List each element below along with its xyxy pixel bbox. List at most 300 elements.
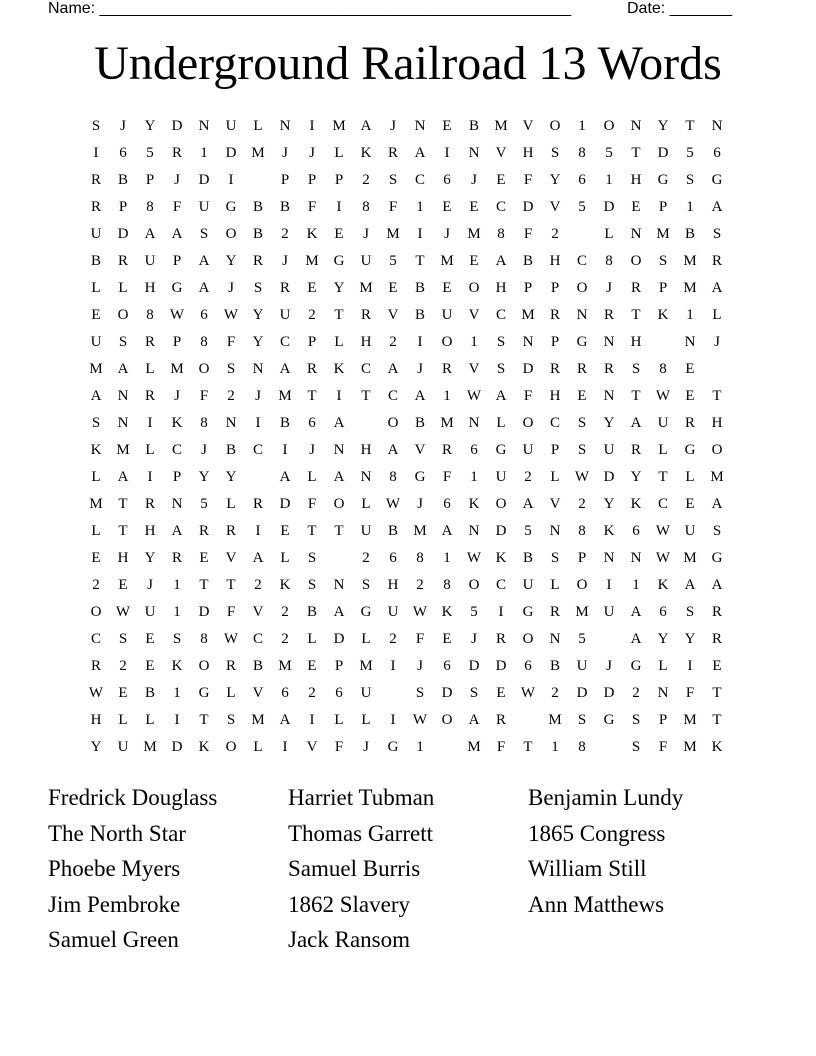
grid-letter[interactable]: 2 bbox=[227, 388, 235, 404]
grid-letter[interactable]: W bbox=[223, 307, 239, 323]
grid-letter[interactable]: I bbox=[390, 712, 396, 728]
grid-letter[interactable]: 6 bbox=[200, 307, 208, 323]
grid-letter[interactable]: R bbox=[252, 496, 263, 512]
grid-letter[interactable]: P bbox=[307, 334, 317, 350]
grid-letter[interactable]: O bbox=[711, 442, 723, 458]
grid-letter[interactable]: W bbox=[88, 685, 104, 701]
grid-letter[interactable]: 8 bbox=[578, 145, 586, 161]
grid-letter[interactable]: D bbox=[495, 523, 507, 539]
grid-letter[interactable]: 2 bbox=[308, 307, 316, 323]
grid-letter[interactable]: R bbox=[711, 631, 722, 647]
grid-letter[interactable]: I bbox=[606, 577, 612, 593]
grid-letter[interactable]: O bbox=[522, 631, 534, 647]
grid-letter[interactable]: J bbox=[228, 280, 234, 296]
grid-letter[interactable]: D bbox=[171, 739, 183, 755]
grid-letter[interactable]: 1 bbox=[578, 118, 586, 134]
grid-letter[interactable]: P bbox=[658, 199, 668, 215]
grid-letter[interactable]: D bbox=[603, 685, 615, 701]
grid-letter[interactable]: T bbox=[226, 577, 236, 593]
grid-letter[interactable]: B bbox=[225, 442, 236, 458]
grid-letter[interactable]: 8 bbox=[146, 199, 154, 215]
grid-letter[interactable]: 8 bbox=[200, 631, 208, 647]
grid-letter[interactable]: F bbox=[658, 739, 668, 755]
grid-letter[interactable]: U bbox=[90, 334, 102, 350]
grid-letter[interactable]: 6 bbox=[308, 415, 316, 431]
grid-letter[interactable]: A bbox=[279, 469, 291, 485]
grid-letter[interactable]: B bbox=[684, 226, 695, 242]
grid-letter[interactable]: J bbox=[174, 388, 180, 404]
grid-letter[interactable]: J bbox=[714, 334, 720, 350]
grid-letter[interactable]: E bbox=[91, 550, 101, 566]
grid-letter[interactable]: I bbox=[417, 226, 423, 242]
grid-letter[interactable]: E bbox=[442, 118, 452, 134]
grid-letter[interactable]: 8 bbox=[605, 253, 613, 269]
grid-letter[interactable]: A bbox=[333, 415, 345, 431]
grid-letter[interactable]: N bbox=[603, 334, 615, 350]
grid-letter[interactable]: A bbox=[630, 415, 642, 431]
grid-letter[interactable]: H bbox=[90, 712, 102, 728]
grid-letter[interactable]: J bbox=[174, 172, 180, 188]
grid-letter[interactable]: B bbox=[279, 415, 290, 431]
grid-letter[interactable]: A bbox=[711, 496, 723, 512]
grid-letter[interactable]: E bbox=[199, 550, 209, 566]
grid-letter[interactable]: D bbox=[171, 118, 183, 134]
grid-letter[interactable]: N bbox=[279, 118, 291, 134]
grid-letter[interactable]: F bbox=[388, 199, 398, 215]
grid-letter[interactable]: N bbox=[333, 577, 345, 593]
grid-letter[interactable]: 2 bbox=[416, 577, 424, 593]
grid-letter[interactable]: K bbox=[711, 739, 723, 755]
grid-letter[interactable]: 1 bbox=[416, 199, 424, 215]
grid-letter[interactable]: G bbox=[522, 604, 534, 620]
grid-letter[interactable]: K bbox=[171, 415, 183, 431]
grid-letter[interactable]: 5 bbox=[146, 145, 154, 161]
grid-letter[interactable]: V bbox=[306, 739, 318, 755]
grid-letter[interactable]: D bbox=[333, 631, 345, 647]
grid-letter[interactable]: E bbox=[91, 307, 101, 323]
grid-letter[interactable]: J bbox=[255, 388, 261, 404]
grid-letter[interactable]: G bbox=[198, 685, 210, 701]
grid-letter[interactable]: 5 bbox=[578, 199, 586, 215]
grid-letter[interactable]: R bbox=[198, 523, 209, 539]
grid-letter[interactable]: I bbox=[444, 145, 450, 161]
grid-letter[interactable]: N bbox=[603, 550, 615, 566]
grid-letter[interactable]: 6 bbox=[470, 442, 478, 458]
grid-letter[interactable]: 1 bbox=[443, 388, 451, 404]
grid-letter[interactable]: A bbox=[711, 577, 723, 593]
grid-letter[interactable]: 2 bbox=[92, 577, 100, 593]
grid-letter[interactable]: M bbox=[440, 253, 454, 269]
grid-letter[interactable]: R bbox=[144, 334, 155, 350]
grid-letter[interactable]: C bbox=[549, 415, 560, 431]
grid-letter[interactable]: S bbox=[496, 361, 506, 377]
grid-letter[interactable]: 1 bbox=[686, 307, 694, 323]
grid-letter[interactable]: W bbox=[655, 550, 671, 566]
grid-letter[interactable]: J bbox=[471, 172, 477, 188]
grid-letter[interactable]: D bbox=[495, 658, 507, 674]
grid-letter[interactable]: E bbox=[712, 658, 722, 674]
grid-letter[interactable]: F bbox=[496, 739, 506, 755]
grid-letter[interactable]: L bbox=[685, 469, 695, 485]
grid-letter[interactable]: O bbox=[225, 739, 237, 755]
grid-letter[interactable]: M bbox=[683, 253, 697, 269]
grid-letter[interactable]: E bbox=[118, 685, 128, 701]
grid-letter[interactable]: L bbox=[361, 631, 371, 647]
grid-letter[interactable]: W bbox=[223, 631, 239, 647]
grid-letter[interactable]: B bbox=[117, 172, 128, 188]
grid-letter[interactable]: U bbox=[684, 523, 696, 539]
grid-letter[interactable]: F bbox=[442, 469, 452, 485]
grid-letter[interactable]: I bbox=[390, 658, 396, 674]
grid-letter[interactable]: A bbox=[630, 604, 642, 620]
grid-letter[interactable]: F bbox=[523, 226, 533, 242]
grid-letter[interactable]: K bbox=[657, 577, 669, 593]
grid-letter[interactable]: 6 bbox=[632, 523, 640, 539]
grid-letter[interactable]: J bbox=[201, 442, 207, 458]
grid-letter[interactable]: C bbox=[90, 631, 101, 647]
grid-letter[interactable]: A bbox=[414, 388, 426, 404]
grid-letter[interactable]: S bbox=[388, 172, 398, 188]
grid-letter[interactable]: N bbox=[630, 226, 642, 242]
grid-letter[interactable]: O bbox=[468, 280, 480, 296]
grid-letter[interactable]: R bbox=[711, 253, 722, 269]
grid-letter[interactable]: H bbox=[522, 145, 534, 161]
grid-letter[interactable]: M bbox=[467, 226, 481, 242]
grid-letter[interactable]: W bbox=[520, 685, 536, 701]
grid-letter[interactable]: B bbox=[414, 307, 425, 323]
grid-letter[interactable]: R bbox=[279, 280, 290, 296]
grid-letter[interactable]: E bbox=[388, 280, 398, 296]
grid-letter[interactable]: 6 bbox=[119, 145, 127, 161]
grid-letter[interactable]: S bbox=[631, 739, 641, 755]
grid-letter[interactable]: N bbox=[468, 145, 480, 161]
grid-letter[interactable]: M bbox=[440, 415, 454, 431]
grid-letter[interactable]: L bbox=[226, 496, 236, 512]
grid-letter[interactable]: W bbox=[385, 496, 401, 512]
grid-letter[interactable]: 2 bbox=[281, 226, 289, 242]
grid-letter[interactable]: A bbox=[630, 631, 642, 647]
grid-letter[interactable]: H bbox=[711, 415, 723, 431]
grid-letter[interactable]: L bbox=[253, 118, 263, 134]
grid-letter[interactable]: U bbox=[144, 253, 156, 269]
grid-letter[interactable]: W bbox=[574, 469, 590, 485]
grid-letter[interactable]: A bbox=[414, 145, 426, 161]
grid-letter[interactable]: L bbox=[280, 550, 290, 566]
grid-letter[interactable]: N bbox=[684, 334, 696, 350]
grid-letter[interactable]: B bbox=[468, 118, 479, 134]
grid-letter[interactable]: E bbox=[685, 388, 695, 404]
grid-letter[interactable]: V bbox=[468, 307, 480, 323]
grid-letter[interactable]: L bbox=[91, 280, 101, 296]
grid-letter[interactable]: M bbox=[710, 469, 724, 485]
grid-letter[interactable]: O bbox=[117, 307, 129, 323]
grid-letter[interactable]: T bbox=[631, 388, 641, 404]
grid-letter[interactable]: D bbox=[576, 685, 588, 701]
grid-letter[interactable]: S bbox=[307, 577, 317, 593]
grid-letter[interactable]: T bbox=[307, 523, 317, 539]
grid-letter[interactable]: P bbox=[658, 712, 668, 728]
grid-letter[interactable]: N bbox=[414, 118, 426, 134]
grid-letter[interactable]: I bbox=[282, 739, 288, 755]
grid-letter[interactable]: 8 bbox=[389, 469, 397, 485]
grid-letter[interactable]: Y bbox=[90, 739, 102, 755]
grid-letter[interactable]: H bbox=[117, 550, 129, 566]
grid-letter[interactable]: U bbox=[360, 685, 372, 701]
grid-letter[interactable]: M bbox=[89, 361, 103, 377]
grid-letter[interactable]: B bbox=[90, 253, 101, 269]
grid-letter[interactable]: H bbox=[549, 253, 561, 269]
grid-letter[interactable]: D bbox=[198, 604, 210, 620]
grid-letter[interactable]: K bbox=[468, 496, 480, 512]
grid-letter[interactable]: R bbox=[495, 631, 506, 647]
grid-letter[interactable]: J bbox=[606, 280, 612, 296]
grid-letter[interactable]: C bbox=[414, 172, 425, 188]
grid-letter[interactable]: D bbox=[522, 199, 534, 215]
grid-letter[interactable]: K bbox=[306, 226, 318, 242]
grid-letter[interactable]: A bbox=[387, 442, 399, 458]
grid-letter[interactable]: 5 bbox=[524, 523, 532, 539]
grid-letter[interactable]: 2 bbox=[551, 685, 559, 701]
grid-letter[interactable]: I bbox=[309, 712, 315, 728]
grid-letter[interactable]: I bbox=[228, 172, 234, 188]
grid-letter[interactable]: M bbox=[467, 739, 481, 755]
grid-letter[interactable]: S bbox=[685, 172, 695, 188]
grid-letter[interactable]: L bbox=[253, 739, 263, 755]
grid-letter[interactable]: N bbox=[468, 415, 480, 431]
grid-letter[interactable]: L bbox=[361, 496, 371, 512]
grid-letter[interactable]: R bbox=[441, 361, 452, 377]
grid-letter[interactable]: F bbox=[523, 172, 533, 188]
grid-letter[interactable]: S bbox=[415, 685, 425, 701]
grid-letter[interactable]: 8 bbox=[578, 523, 586, 539]
grid-letter[interactable]: W bbox=[466, 550, 482, 566]
grid-letter[interactable]: V bbox=[549, 496, 561, 512]
grid-letter[interactable]: L bbox=[145, 712, 155, 728]
grid-letter[interactable]: R bbox=[306, 361, 317, 377]
grid-letter[interactable]: J bbox=[120, 118, 126, 134]
grid-letter[interactable]: E bbox=[307, 280, 317, 296]
grid-letter[interactable]: A bbox=[171, 226, 183, 242]
grid-letter[interactable]: R bbox=[225, 523, 236, 539]
grid-letter[interactable]: O bbox=[387, 415, 399, 431]
grid-letter[interactable]: J bbox=[417, 496, 423, 512]
grid-letter[interactable]: E bbox=[118, 577, 128, 593]
grid-letter[interactable]: B bbox=[306, 604, 317, 620]
grid-letter[interactable]: Y bbox=[225, 253, 237, 269]
grid-letter[interactable]: N bbox=[117, 388, 129, 404]
grid-letter[interactable]: C bbox=[576, 253, 587, 269]
grid-letter[interactable]: A bbox=[684, 577, 696, 593]
grid-letter[interactable]: M bbox=[656, 226, 670, 242]
grid-letter[interactable]: 5 bbox=[686, 145, 694, 161]
grid-letter[interactable]: O bbox=[225, 226, 237, 242]
grid-letter[interactable]: H bbox=[360, 334, 372, 350]
grid-letter[interactable]: 8 bbox=[362, 199, 370, 215]
grid-letter[interactable]: B bbox=[414, 280, 425, 296]
grid-letter[interactable]: K bbox=[198, 739, 210, 755]
grid-letter[interactable]: G bbox=[333, 253, 345, 269]
grid-letter[interactable]: V bbox=[252, 685, 264, 701]
grid-letter[interactable]: 8 bbox=[416, 550, 424, 566]
grid-letter[interactable]: J bbox=[417, 658, 423, 674]
grid-letter[interactable]: P bbox=[550, 334, 560, 350]
date-field[interactable]: Date: _______ bbox=[627, 0, 732, 17]
grid-letter[interactable]: V bbox=[495, 145, 507, 161]
grid-letter[interactable]: G bbox=[630, 658, 642, 674]
grid-letter[interactable]: R bbox=[711, 604, 722, 620]
grid-letter[interactable]: G bbox=[495, 442, 507, 458]
grid-letter[interactable]: T bbox=[523, 739, 533, 755]
grid-letter[interactable]: I bbox=[147, 469, 153, 485]
grid-letter[interactable]: L bbox=[334, 334, 344, 350]
grid-letter[interactable]: J bbox=[417, 361, 423, 377]
grid-letter[interactable]: P bbox=[307, 172, 317, 188]
grid-letter[interactable]: R bbox=[549, 604, 560, 620]
grid-letter[interactable]: H bbox=[630, 334, 642, 350]
grid-letter[interactable]: B bbox=[252, 199, 263, 215]
grid-letter[interactable]: E bbox=[577, 388, 587, 404]
grid-letter[interactable]: I bbox=[498, 604, 504, 620]
grid-letter[interactable]: 2 bbox=[362, 550, 370, 566]
grid-letter[interactable]: R bbox=[252, 253, 263, 269]
grid-letter[interactable]: Y bbox=[333, 280, 345, 296]
grid-letter[interactable]: G bbox=[171, 280, 183, 296]
grid-letter[interactable]: 5 bbox=[605, 145, 613, 161]
grid-letter[interactable]: I bbox=[255, 523, 261, 539]
grid-letter[interactable]: P bbox=[523, 280, 533, 296]
grid-letter[interactable]: L bbox=[91, 469, 101, 485]
grid-letter[interactable]: 2 bbox=[362, 172, 370, 188]
grid-letter[interactable]: S bbox=[91, 118, 101, 134]
grid-letter[interactable]: S bbox=[253, 280, 263, 296]
grid-letter[interactable]: L bbox=[712, 307, 722, 323]
grid-letter[interactable]: 2 bbox=[578, 496, 586, 512]
grid-letter[interactable]: R bbox=[387, 145, 398, 161]
grid-letter[interactable]: 6 bbox=[659, 604, 667, 620]
grid-letter[interactable]: G bbox=[603, 712, 615, 728]
grid-letter[interactable]: N bbox=[117, 415, 129, 431]
grid-letter[interactable]: T bbox=[199, 577, 209, 593]
grid-letter[interactable]: T bbox=[334, 523, 344, 539]
grid-letter[interactable]: H bbox=[495, 280, 507, 296]
grid-letter[interactable]: M bbox=[575, 604, 589, 620]
grid-letter[interactable]: 6 bbox=[443, 658, 451, 674]
grid-letter[interactable]: M bbox=[683, 712, 697, 728]
grid-letter[interactable]: M bbox=[251, 712, 265, 728]
grid-letter[interactable]: R bbox=[144, 388, 155, 404]
grid-letter[interactable]: V bbox=[225, 550, 237, 566]
grid-letter[interactable]: F bbox=[334, 739, 344, 755]
grid-letter[interactable]: P bbox=[172, 253, 182, 269]
grid-letter[interactable]: A bbox=[333, 469, 345, 485]
grid-letter[interactable]: E bbox=[145, 631, 155, 647]
grid-letter[interactable]: U bbox=[522, 442, 534, 458]
grid-letter[interactable]: G bbox=[360, 604, 372, 620]
grid-letter[interactable]: R bbox=[225, 658, 236, 674]
grid-letter[interactable]: C bbox=[171, 442, 182, 458]
grid-letter[interactable]: A bbox=[279, 361, 291, 377]
grid-letter[interactable]: 6 bbox=[335, 685, 343, 701]
grid-letter[interactable]: B bbox=[252, 226, 263, 242]
grid-letter[interactable]: T bbox=[631, 145, 641, 161]
grid-letter[interactable]: Y bbox=[252, 334, 264, 350]
grid-letter[interactable]: T bbox=[334, 307, 344, 323]
grid-letter[interactable]: S bbox=[550, 145, 560, 161]
grid-letter[interactable]: L bbox=[307, 631, 317, 647]
grid-letter[interactable]: 5 bbox=[578, 631, 586, 647]
grid-letter[interactable]: O bbox=[603, 118, 615, 134]
grid-letter[interactable]: K bbox=[657, 307, 669, 323]
grid-letter[interactable]: E bbox=[442, 631, 452, 647]
grid-letter[interactable]: B bbox=[144, 685, 155, 701]
grid-letter[interactable]: J bbox=[471, 631, 477, 647]
grid-letter[interactable]: A bbox=[495, 388, 507, 404]
grid-letter[interactable]: Y bbox=[252, 307, 264, 323]
grid-letter[interactable]: M bbox=[251, 145, 265, 161]
grid-letter[interactable]: G bbox=[684, 442, 696, 458]
grid-letter[interactable]: C bbox=[495, 307, 506, 323]
grid-letter[interactable]: F bbox=[523, 388, 533, 404]
grid-letter[interactable]: I bbox=[309, 118, 315, 134]
grid-letter[interactable]: L bbox=[145, 361, 155, 377]
grid-letter[interactable]: A bbox=[117, 361, 129, 377]
grid-letter[interactable]: F bbox=[172, 199, 182, 215]
grid-letter[interactable]: N bbox=[549, 631, 561, 647]
grid-letter[interactable]: 2 bbox=[281, 604, 289, 620]
grid-letter[interactable]: 6 bbox=[443, 496, 451, 512]
grid-letter[interactable]: I bbox=[687, 658, 693, 674]
grid-letter[interactable]: M bbox=[332, 118, 346, 134]
grid-letter[interactable]: M bbox=[548, 712, 562, 728]
grid-letter[interactable]: F bbox=[307, 496, 317, 512]
grid-letter[interactable]: D bbox=[279, 496, 291, 512]
grid-letter[interactable]: U bbox=[90, 226, 102, 242]
grid-letter[interactable]: 1 bbox=[686, 199, 694, 215]
grid-letter[interactable]: R bbox=[684, 415, 695, 431]
grid-letter[interactable]: T bbox=[685, 118, 695, 134]
grid-letter[interactable]: C bbox=[657, 496, 668, 512]
grid-letter[interactable]: T bbox=[712, 388, 722, 404]
grid-letter[interactable]: K bbox=[441, 604, 453, 620]
grid-letter[interactable]: U bbox=[225, 118, 237, 134]
grid-letter[interactable]: 5 bbox=[200, 496, 208, 512]
grid-letter[interactable]: J bbox=[390, 118, 396, 134]
grid-letter[interactable]: S bbox=[118, 631, 128, 647]
grid-letter[interactable]: H bbox=[360, 442, 372, 458]
grid-letter[interactable]: N bbox=[225, 415, 237, 431]
grid-letter[interactable]: U bbox=[117, 739, 129, 755]
grid-letter[interactable]: B bbox=[279, 199, 290, 215]
grid-letter[interactable]: 1 bbox=[443, 550, 451, 566]
grid-letter[interactable]: C bbox=[387, 388, 398, 404]
grid-letter[interactable]: S bbox=[631, 712, 641, 728]
grid-letter[interactable]: C bbox=[279, 334, 290, 350]
grid-letter[interactable]: 1 bbox=[470, 469, 478, 485]
grid-letter[interactable]: W bbox=[412, 712, 428, 728]
grid-letter[interactable]: N bbox=[333, 442, 345, 458]
grid-letter[interactable]: 2 bbox=[389, 334, 397, 350]
grid-letter[interactable]: E bbox=[631, 199, 641, 215]
grid-letter[interactable]: 1 bbox=[551, 739, 559, 755]
grid-letter[interactable]: 1 bbox=[200, 145, 208, 161]
grid-letter[interactable]: R bbox=[144, 496, 155, 512]
grid-letter[interactable]: T bbox=[118, 523, 128, 539]
grid-letter[interactable]: O bbox=[630, 253, 642, 269]
grid-letter[interactable]: B bbox=[414, 415, 425, 431]
grid-letter[interactable]: L bbox=[91, 523, 101, 539]
grid-letter[interactable]: I bbox=[282, 442, 288, 458]
name-field[interactable]: Name: _____________________________________________________ bbox=[48, 0, 572, 17]
